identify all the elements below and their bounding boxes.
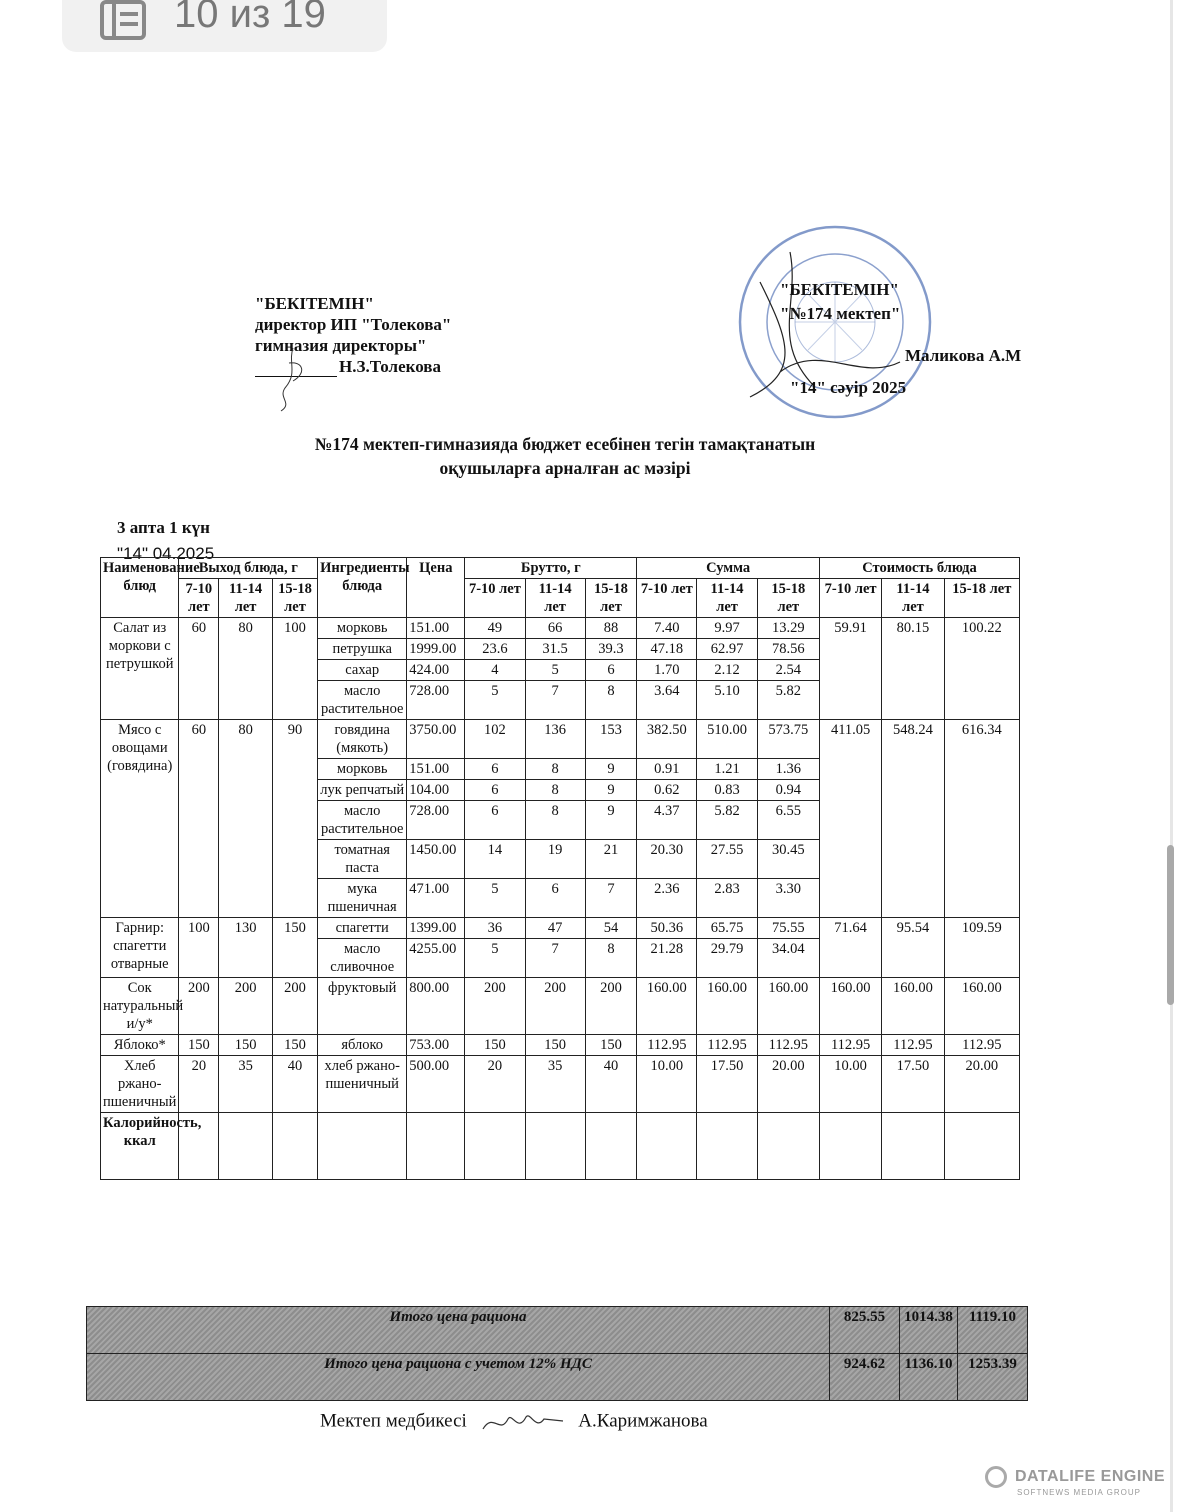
dish-cost-15-18: 616.34	[944, 720, 1019, 918]
totals-row	[87, 1354, 1028, 1401]
calories-cell	[757, 1113, 819, 1180]
calories-cell	[697, 1113, 757, 1180]
brutto-value: 102	[465, 720, 525, 759]
brutto-value: 23.6	[465, 639, 525, 660]
brutto-value: 9	[585, 759, 637, 780]
brutto-value: 5	[465, 681, 525, 720]
ingredient-price: 424.00	[407, 660, 465, 681]
brutto-value: 5	[465, 879, 525, 918]
dish-yield-15-18: 40	[272, 1056, 317, 1113]
sum-value: 510.00	[697, 720, 757, 759]
brutto-value: 6	[465, 759, 525, 780]
calories-cell	[882, 1113, 944, 1180]
dish-yield-15-18: 100	[272, 618, 317, 720]
page-counter	[62, 0, 387, 52]
calories-cell	[219, 1113, 273, 1180]
header-brutto: Брутто, г	[465, 558, 637, 579]
sum-value: 2.54	[757, 660, 819, 681]
sum-value: 10.00	[637, 1056, 697, 1113]
title-line2: оқушыларға арналған ас мәзірі	[439, 458, 691, 478]
ingredient-name: петрушка	[318, 639, 407, 660]
sum-value: 112.95	[757, 1035, 819, 1056]
approval-date: "14" сәуір 2025	[790, 378, 907, 397]
ingredient-name: хлеб ржано-пшеничный	[318, 1056, 407, 1113]
ingredient-price: 1399.00	[407, 918, 465, 939]
header-name: Наименование блюд	[101, 558, 179, 618]
brutto-value: 150	[465, 1035, 525, 1056]
dish-yield-7-10: 150	[179, 1035, 219, 1056]
sum-value: 21.28	[637, 939, 697, 978]
director-name: Н.З.Толекова	[339, 357, 441, 376]
dish-yield-7-10: 60	[179, 720, 219, 918]
header-age3: 15-18 лет	[585, 579, 637, 618]
brutto-value: 49	[465, 618, 525, 639]
ingredient-price: 151.00	[407, 618, 465, 639]
dish-cost-15-18: 109.59	[944, 918, 1019, 978]
nurse-name: А.Каримжанова	[578, 1410, 708, 1432]
header-row	[101, 558, 1020, 579]
sum-value: 29.79	[697, 939, 757, 978]
brutto-value: 47	[525, 918, 585, 939]
ingredient-name: масло растительное	[318, 681, 407, 720]
dish-cost-7-10: 160.00	[819, 978, 881, 1035]
sum-value: 382.50	[637, 720, 697, 759]
dish-yield-11-14: 80	[219, 618, 273, 720]
director-signature	[263, 343, 323, 413]
brutto-value: 9	[585, 780, 637, 801]
sum-value: 112.95	[637, 1035, 697, 1056]
dish-cost-7-10: 411.05	[819, 720, 881, 918]
brutto-value: 8	[585, 681, 637, 720]
brutto-value: 4	[465, 660, 525, 681]
sum-value: 50.36	[637, 918, 697, 939]
calories-row	[101, 1113, 1020, 1180]
sum-value: 62.97	[697, 639, 757, 660]
totals-value-11-14: 1136.10	[900, 1354, 958, 1401]
brutto-value: 5	[525, 660, 585, 681]
sum-value: 0.83	[697, 780, 757, 801]
ingredient-name: спагетти	[318, 918, 407, 939]
ingredient-name: масло растительное	[318, 801, 407, 840]
brutto-value: 14	[465, 840, 525, 879]
scrollbar-thumb[interactable]	[1167, 845, 1174, 1005]
ingredient-price: 471.00	[407, 879, 465, 918]
header-age1: 7-10 лет	[465, 579, 525, 618]
brutto-value: 200	[525, 978, 585, 1035]
dish-yield-11-14: 80	[219, 720, 273, 918]
sum-value: 2.83	[697, 879, 757, 918]
brutto-value: 6	[465, 801, 525, 840]
calories-cell	[944, 1113, 1019, 1180]
watermark-sub: SOFTNEWS MEDIA GROUP	[1017, 1488, 1142, 1497]
brutto-value: 153	[585, 720, 637, 759]
approval-right-line1: "БЕКІТЕМІН"	[780, 280, 899, 299]
dish-cost-7-10: 112.95	[819, 1035, 881, 1056]
ingredient-name: масло сливочное	[318, 939, 407, 978]
calories-label: Калорийность, ккал	[101, 1113, 179, 1180]
totals-value-7-10: 825.55	[830, 1307, 900, 1354]
approval-block-right	[780, 278, 1022, 397]
dish-cost-15-18: 160.00	[944, 978, 1019, 1035]
sum-value: 5.82	[757, 681, 819, 720]
nurse-signature-block	[320, 1407, 708, 1437]
ingredient-name: сахар	[318, 660, 407, 681]
ingredient-name: лук репчатый	[318, 780, 407, 801]
sum-value: 13.29	[757, 618, 819, 639]
ingredient-price: 4255.00	[407, 939, 465, 978]
table-row	[101, 1035, 1020, 1056]
sum-value: 1.70	[637, 660, 697, 681]
totals-label: Итого цена рациона с учетом 12% НДС	[87, 1354, 830, 1401]
table-row	[101, 978, 1020, 1035]
ingredient-price: 500.00	[407, 1056, 465, 1113]
ingredient-price: 104.00	[407, 780, 465, 801]
header-yield: Выход блюда, г	[179, 558, 318, 579]
brutto-value: 36	[465, 918, 525, 939]
calories-cell	[585, 1113, 637, 1180]
sum-value: 3.64	[637, 681, 697, 720]
brutto-value: 35	[525, 1056, 585, 1113]
sum-value: 78.56	[757, 639, 819, 660]
approval-left-line3: гимназия директоры"	[255, 336, 427, 355]
header-cost: Стоимость блюда	[819, 558, 1019, 579]
dish-yield-15-18: 90	[272, 720, 317, 918]
calories-cell	[819, 1113, 881, 1180]
dish-name: Сок натуральный и/у*	[101, 978, 179, 1035]
totals-value-15-18: 1253.39	[958, 1354, 1028, 1401]
table-row	[101, 918, 1020, 939]
sum-value: 1.36	[757, 759, 819, 780]
header-age2: 11-14 лет	[882, 579, 944, 618]
sum-value: 160.00	[757, 978, 819, 1035]
brutto-value: 9	[585, 801, 637, 840]
header-age3: 15-18 лет	[757, 579, 819, 618]
dish-yield-15-18: 200	[272, 978, 317, 1035]
brutto-value: 6	[465, 780, 525, 801]
calories-cell	[318, 1113, 407, 1180]
datalife-logo-icon	[985, 1466, 1007, 1488]
dish-yield-7-10: 60	[179, 618, 219, 720]
dish-cost-11-14: 80.15	[882, 618, 944, 720]
brutto-value: 150	[525, 1035, 585, 1056]
sum-value: 7.40	[637, 618, 697, 639]
totals-row	[87, 1307, 1028, 1354]
header-age1: 7-10 лет	[637, 579, 697, 618]
dish-yield-7-10: 20	[179, 1056, 219, 1113]
header-age3: 15-18 лет	[944, 579, 1019, 618]
nurse-signature	[478, 1407, 568, 1437]
dish-name: Гарнир: спагетти отварные	[101, 918, 179, 978]
scrollbar-track[interactable]	[1170, 0, 1173, 1512]
table-row	[101, 720, 1020, 759]
calories-cell	[465, 1113, 525, 1180]
brutto-value: 20	[465, 1056, 525, 1113]
ingredient-price: 1450.00	[407, 840, 465, 879]
sum-value: 0.91	[637, 759, 697, 780]
dish-yield-7-10: 200	[179, 978, 219, 1035]
brutto-value: 66	[525, 618, 585, 639]
calories-cell	[407, 1113, 465, 1180]
dish-yield-15-18: 150	[272, 918, 317, 978]
brutto-value: 31.5	[525, 639, 585, 660]
ingredient-name: томатная паста	[318, 840, 407, 879]
brutto-value: 19	[525, 840, 585, 879]
ingredient-name: фруктовый	[318, 978, 407, 1035]
sum-value: 160.00	[637, 978, 697, 1035]
sum-value: 0.94	[757, 780, 819, 801]
ingredient-name: мука пшеничная	[318, 879, 407, 918]
dish-name: Салат из моркови с петрушкой	[101, 618, 179, 720]
dish-cost-11-14: 548.24	[882, 720, 944, 918]
sum-value: 30.45	[757, 840, 819, 879]
table-row	[101, 1056, 1020, 1113]
dish-cost-11-14: 95.54	[882, 918, 944, 978]
title-line1: №174 мектеп-гимназияда бюджет есебінен тегін тамақтанатын	[314, 434, 816, 454]
sum-value: 2.12	[697, 660, 757, 681]
pages-icon	[100, 0, 146, 40]
brutto-value: 6	[585, 660, 637, 681]
ingredient-price: 728.00	[407, 801, 465, 840]
approval-block-left	[255, 293, 451, 377]
brutto-value: 200	[585, 978, 637, 1035]
brutto-value: 136	[525, 720, 585, 759]
brutto-value: 21	[585, 840, 637, 879]
sum-value: 20.00	[757, 1056, 819, 1113]
watermark-main: DATALIFE ENGINE	[1015, 1468, 1166, 1486]
table-row	[101, 618, 1020, 639]
calories-cell	[272, 1113, 317, 1180]
brutto-value: 6	[525, 879, 585, 918]
sum-value: 75.55	[757, 918, 819, 939]
header-age1: 7-10 лет	[179, 579, 219, 618]
brutto-value: 7	[585, 879, 637, 918]
approval-left-line1: "БЕКІТЕМІН"	[255, 294, 374, 313]
sum-value: 160.00	[697, 978, 757, 1035]
dish-yield-11-14: 150	[219, 1035, 273, 1056]
brutto-value: 40	[585, 1056, 637, 1113]
dish-cost-11-14: 112.95	[882, 1035, 944, 1056]
ingredient-price: 753.00	[407, 1035, 465, 1056]
dish-yield-15-18: 150	[272, 1035, 317, 1056]
calories-cell	[637, 1113, 697, 1180]
dish-cost-15-18: 112.95	[944, 1035, 1019, 1056]
dish-cost-11-14: 17.50	[882, 1056, 944, 1113]
brutto-value: 54	[585, 918, 637, 939]
ingredient-price: 800.00	[407, 978, 465, 1035]
sum-value: 112.95	[697, 1035, 757, 1056]
ingredient-name: яблоко	[318, 1035, 407, 1056]
dish-yield-11-14: 200	[219, 978, 273, 1035]
ingredient-price: 3750.00	[407, 720, 465, 759]
sum-value: 17.50	[697, 1056, 757, 1113]
totals-value-11-14: 1014.38	[900, 1307, 958, 1354]
brutto-value: 8	[585, 939, 637, 978]
ingredient-price: 151.00	[407, 759, 465, 780]
sum-value: 4.37	[637, 801, 697, 840]
approval-right-line2: "№174 мектеп"	[780, 304, 901, 323]
brutto-value: 88	[585, 618, 637, 639]
sum-value: 27.55	[697, 840, 757, 879]
dish-yield-11-14: 35	[219, 1056, 273, 1113]
dish-cost-15-18: 100.22	[944, 618, 1019, 720]
principal-name: Маликова А.М	[905, 346, 1022, 365]
sum-value: 573.75	[757, 720, 819, 759]
header-sum: Сумма	[637, 558, 820, 579]
sum-value: 5.10	[697, 681, 757, 720]
calories-cell	[525, 1113, 585, 1180]
sum-value: 5.82	[697, 801, 757, 840]
page-counter-text: 10 из 19	[174, 0, 326, 36]
dish-name: Хлеб ржано-пшеничный	[101, 1056, 179, 1113]
ingredient-price: 728.00	[407, 681, 465, 720]
header-age-row	[101, 579, 1020, 618]
brutto-value: 200	[465, 978, 525, 1035]
brutto-value: 7	[525, 939, 585, 978]
header-age2: 11-14 лет	[219, 579, 273, 618]
header-age3: 15-18 лет	[272, 579, 317, 618]
dish-name: Яблоко*	[101, 1035, 179, 1056]
ingredient-name: морковь	[318, 618, 407, 639]
brutto-value: 39.3	[585, 639, 637, 660]
menu-table	[100, 557, 1020, 1180]
ingredient-price: 1999.00	[407, 639, 465, 660]
sum-value: 20.30	[637, 840, 697, 879]
dish-yield-7-10: 100	[179, 918, 219, 978]
totals-value-15-18: 1119.10	[958, 1307, 1028, 1354]
header-age2: 11-14 лет	[525, 579, 585, 618]
header-price: Цена	[407, 558, 465, 618]
dish-cost-15-18: 20.00	[944, 1056, 1019, 1113]
brutto-value: 5	[465, 939, 525, 978]
totals-value-7-10: 924.62	[830, 1354, 900, 1401]
watermark	[985, 1466, 1165, 1497]
header-age2: 11-14 лет	[697, 579, 757, 618]
sum-value: 1.21	[697, 759, 757, 780]
header-age1: 7-10 лет	[819, 579, 881, 618]
dish-cost-11-14: 160.00	[882, 978, 944, 1035]
sum-value: 65.75	[697, 918, 757, 939]
sum-value: 34.04	[757, 939, 819, 978]
dish-cost-7-10: 10.00	[819, 1056, 881, 1113]
dish-name: Мясо с овощами (говядина)	[101, 720, 179, 918]
dish-cost-7-10: 71.64	[819, 918, 881, 978]
sum-value: 0.62	[637, 780, 697, 801]
week-day: 3 апта 1 күн	[117, 518, 210, 537]
dish-yield-11-14: 130	[219, 918, 273, 978]
sum-value: 6.55	[757, 801, 819, 840]
sum-value: 47.18	[637, 639, 697, 660]
approval-left-line2: директор ИП "Толекова"	[255, 315, 452, 334]
brutto-value: 8	[525, 780, 585, 801]
brutto-value: 7	[525, 681, 585, 720]
brutto-value: 8	[525, 801, 585, 840]
nurse-label: Мектеп медбикесі	[320, 1410, 467, 1432]
ingredient-name: морковь	[318, 759, 407, 780]
totals-label: Итого цена рациона	[87, 1307, 830, 1354]
header-ingredients: Ингредиенты блюда	[318, 558, 407, 618]
ingredient-name: говядина (мякоть)	[318, 720, 407, 759]
sum-value: 9.97	[697, 618, 757, 639]
document-date: "14" 04.2025	[117, 544, 215, 563]
totals-table	[86, 1306, 1028, 1401]
brutto-value: 8	[525, 759, 585, 780]
sum-value: 2.36	[637, 879, 697, 918]
dish-cost-7-10: 59.91	[819, 618, 881, 720]
sum-value: 3.30	[757, 879, 819, 918]
brutto-value: 150	[585, 1035, 637, 1056]
document-title	[265, 432, 865, 480]
